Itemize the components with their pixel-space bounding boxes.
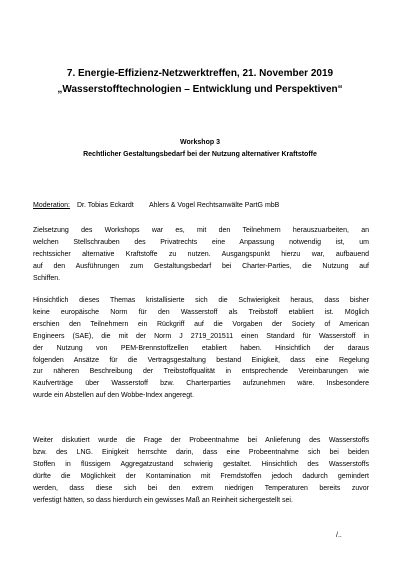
text-line: rechtssicher alternative Kraftstoffe zu nutzen. Ausgangspunkt hierzu war, aufbauend (33, 250, 369, 258)
text-line: Stoffen in flüssigem Aggregatzustand schwierig gestaltet. Hinsichtlich des Wasserstoffs (33, 460, 369, 468)
workshop-label: Workshop 3 (180, 139, 220, 146)
workshop-subtitle: Rechtlicher Gestaltungsbedarf bei der Nutzung alternativer Kraftstoffe (83, 151, 317, 158)
text-line: werden, dass diese sich bei den extrem niedrigen Temperaturen bereits zuvor (33, 484, 369, 492)
event-title: 7. Energie-Effizienz-Netzwerktreffen, 21. November 2019 (66, 68, 334, 79)
text-line: Schiffen. (33, 274, 61, 282)
paragraph-hydrogen-norm (33, 295, 369, 402)
moderator-name: Dr. Tobias Eckardt (77, 202, 134, 209)
text-line: Hinsichtlich dieses Themas kristallisierte sich die Schwierigkeit heraus, dass bisher (33, 297, 369, 304)
text-line: wurde ein Abstellen auf den Wobbe-Index angeregt. (33, 392, 194, 400)
text-line: Weiter diskutiert wurde die Frage der Probeentnahme bei Anlieferung des Wasserstoffs (33, 437, 369, 444)
moderation-label: Moderation: (33, 202, 70, 209)
moderator-firm: Ahlers & Vogel Rechtsanwälte PartG mbB (149, 202, 280, 209)
text-line: Zielsetzung des Workshops war es, mit den Teilnehmern herauszuarbeiten, an (33, 227, 369, 234)
text-line: Engineers (SAE), die mit der Norm J 2719_201511 einen Standard für Wasserstoff in (33, 332, 369, 340)
paragraph-sampling (33, 435, 369, 506)
text-line: erschien den Teilnehmern ein Rückgriff auf die Vorgaben der Society of American (33, 320, 369, 328)
text-line: Kaufverträge über Wasserstoff bzw. Charterparties aufzunehmen wäre. Insbesondere (33, 380, 369, 388)
text-line: zur näheren Beschreibung der Treibstoffqualität in entsprechende Vereinbarungen wie (33, 368, 369, 376)
text-line: verfestigt hätten, so dass hierdurch ein gewisses Maß an Reinheit sichergestellt sei. (33, 496, 293, 504)
text-line: welchen Stellschrauben des Privatrechts eine Anpassung notwendig ist, um (33, 238, 369, 246)
text-line: keine europäische Norm für den Wasserstoff als Treibstoff etabliert ist. Möglich (33, 308, 369, 316)
text-line: folgenden Ansätze für die Vertragsgestaltung bestand Einigkeit, dass eine Regelung (33, 356, 369, 364)
moderation-line (33, 201, 280, 211)
text-line: dürfte die Möglichkeit der Kontamination mit Fremdstoffen jedoch dadurch gemindert (33, 472, 369, 480)
text-line: der Nutzung von PEM-Brennstoffzellen etabliert haben. Hinsichtlich der daraus (33, 344, 369, 352)
text-line: bzw. des LNG. Einigkeit herrschte darin, dass eine Probeentnahme sich bei beiden (33, 448, 369, 456)
text-line: auf den Ausführungen zum Gestaltungsbedarf bei Charter-Parties, die Nutzung auf (33, 262, 369, 270)
paragraph-objective (33, 225, 369, 285)
page-continuation-marker: /.. (336, 532, 342, 539)
event-subtitle: „Wasserstofftechnologien – Entwicklung und Perspektiven“ (57, 84, 343, 95)
